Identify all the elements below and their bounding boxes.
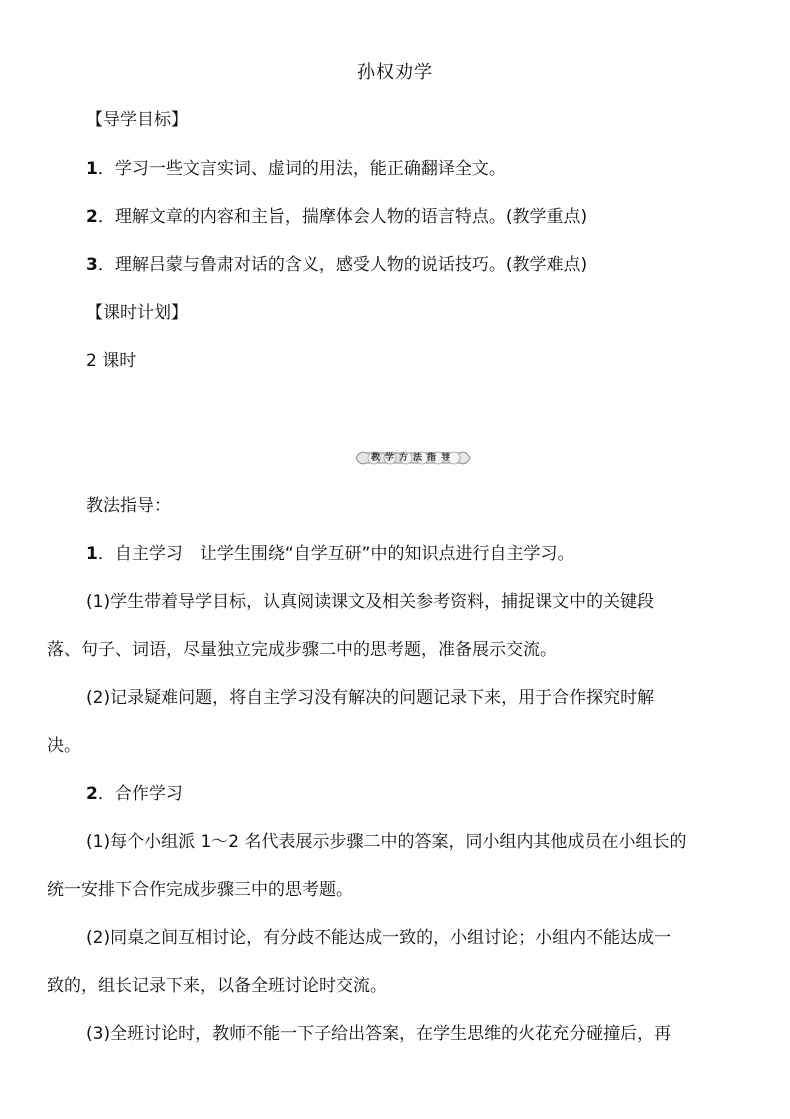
section-text: ．合作学习 xyxy=(97,784,183,804)
method-heading: 教法指导： xyxy=(86,496,171,516)
banner-label: 教学方法指导 xyxy=(370,453,455,463)
section-banner xyxy=(354,447,472,469)
objectives-heading: 【导学目标】 xyxy=(86,110,188,130)
schedule-value: 2 课时 xyxy=(86,351,137,371)
objective-text: ．学习一些文言实词、虚词的用法，能正确翻译全文。 xyxy=(97,159,506,179)
objective-item-3 xyxy=(86,253,746,277)
page-title: 孙权劝学 xyxy=(357,62,433,83)
paragraph-line: 致的，组长记录下来，以备全班讨论时交流。 xyxy=(47,976,387,996)
paragraph-line: (2)同桌之间互相讨论，有分歧不能达成一致的，小组讨论；小组内不能达成一 xyxy=(86,928,672,948)
objective-text: ．理解吕蒙与鲁肃对话的含义，感受人物的说话技巧。(教学难点) xyxy=(97,255,588,275)
schedule-heading: 【课时计划】 xyxy=(86,303,188,323)
objective-number: 1 xyxy=(86,159,98,179)
objective-item-1 xyxy=(86,157,746,181)
section-number: 1 xyxy=(86,544,98,564)
objective-text: ．理解文章的内容和主旨，揣摩体会人物的语言特点。(教学重点) xyxy=(97,207,588,227)
method-section-1 xyxy=(86,542,746,566)
objective-item-2 xyxy=(86,205,746,229)
section-number: 2 xyxy=(86,784,98,804)
paragraph-line: (3)全班讨论时，教师不能一下子给出答案，在学生思维的火花充分碰撞后，再 xyxy=(86,1024,672,1044)
method-section-2 xyxy=(86,782,746,806)
paragraph-line: (1)学生带着导学目标，认真阅读课文及相关参考资料，捕捉课文中的关键段 xyxy=(86,592,655,612)
paragraph-line: (1)每个小组派 1～2 名代表展示步骤二中的答案，同小组内其他成员在小组长的 xyxy=(86,832,687,852)
paragraph-line: 决。 xyxy=(47,736,81,756)
objective-number: 2 xyxy=(86,207,98,227)
paragraph-line: (2)记录疑难问题，将自主学习没有解决的问题记录下来，用于合作探究时解 xyxy=(86,688,655,708)
paragraph-line: 落、句子、词语，尽量独立完成步骤二中的思考题，准备展示交流。 xyxy=(47,640,557,660)
objective-number: 3 xyxy=(86,255,98,275)
section-text: ．自主学习 让学生围绕“自学互研”中的知识点进行自主学习。 xyxy=(97,544,575,564)
paragraph-line: 统一安排下合作完成步骤三中的思考题。 xyxy=(47,880,353,900)
